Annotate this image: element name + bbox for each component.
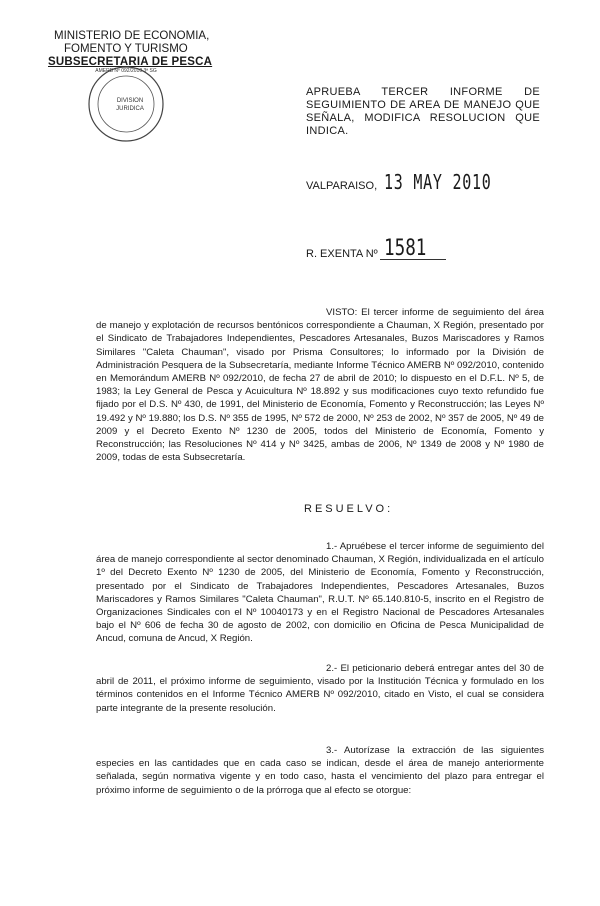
article-2 bbox=[96, 662, 544, 715]
visto-paragraph bbox=[96, 306, 544, 464]
article-1 bbox=[96, 540, 544, 646]
article-1-text: del área de manejo correspondiente al sector denominado Chauman, X Región, individualizada en el artículo 1º del Decreto Exento Nº 1230 de 2005, del Ministerio de Economía, Fomento y Reconstrucción, presentado por el Sindicato de Trabajadores Independientes, Pescadores Artesanales, Buzos Mariscadores y Ramos Similares "Caleta Chauman", R.U.T. Nº 65.140.810-5, inscrito en el Registro de Organizaciones Sindicales con el Nº 10040173 y en el Registro Nacional de Pescadores Artesanales bajo el Nº 606 de fecha 30 de agosto de 2002, con domicilio en Oficina de Pesca Municipalidad de Ancud, comuna de Ancud, X Región. bbox=[96, 541, 544, 645]
article-3-text: especies en las cantidades que en cada caso se indican, desde el área de manejo anteriormente señalada, según normativa vigente y en todo caso, hasta el vencimiento del plazo para entregar el próximo informe de seguimiento o de la prórroga que al efecto se otorgue: bbox=[96, 758, 544, 796]
subject-line: SEGUIMIENTO DE AREA DE MANEJO QUE bbox=[306, 99, 540, 111]
ministry-subtitle: FOMENTO Y TURISMO bbox=[64, 43, 188, 55]
subject-line: INDICA. bbox=[306, 125, 349, 137]
city-label: VALPARAISO, bbox=[306, 180, 378, 192]
number-underline bbox=[380, 259, 446, 260]
article-3-lead: 3.- Autorízase la extracción de las siguientes bbox=[326, 745, 544, 756]
article-3 bbox=[96, 744, 544, 797]
stamp-ref: AMERB Nº 092/2010 3ª SG bbox=[95, 68, 157, 74]
article-1-lead: 1.- Apruébese el tercer informe de seguimiento bbox=[326, 541, 529, 552]
exenta-label: R. EXENTA Nº bbox=[306, 248, 378, 260]
subsecretaria-name: SUBSECRETARIA DE PESCA bbox=[48, 56, 213, 68]
ministry-name: MINISTERIO DE ECONOMIA, bbox=[54, 30, 210, 42]
subject-line: SEÑALA, MODIFICA RESOLUCION QUE bbox=[306, 112, 540, 124]
subject-line: APRUEBA TERCER INFORME DE bbox=[306, 86, 540, 98]
official-stamp bbox=[86, 64, 166, 144]
visto-text: de manejo y explotación de recursos bentónicos correspondiente a Chauman, X Región, presentado por el Sindicato de Trabajadores Independientes, Pescadores Artesanales, Buzos Mariscadores y Ramos Similares "Caleta Chauman", visado por Prisma Consultores; lo informado por la División de Administración Pesquera de la Subsecretaría, mediante Informe Técnico AMERB Nº 092/2010, contenido en Memorándum AMERB Nº 092/2010, de fecha 27 de abril de 2010; lo dispuesto en el D.F.L. Nº 5, de 1983; la Ley General de Pesca y Acuicultura Nº 18.892 y sus modificaciones cuyo texto refundido fue fijado por el D.S. Nº 430, de 1991, del Ministerio de Economía, Fomento y Reconstrucción; las Leyes Nº 19.492 y Nº 19.880; los D.S. Nº 355 de 1995, Nº 572 de 2000, Nº 253 de 2002, Nº 357 de 2005, Nº 49 de 2009 y el Decreto Exento Nº 1230 de 2005, todos del Ministerio de Economía, Fomento y Reconstrucción; las Resoluciones Nº 414 y Nº 3425, ambas de 2006, Nº 1349 de 2008 y Nº 1980 de 2009, todas de esta Subsecretaría. bbox=[96, 320, 544, 464]
resolution-date: 13 MAY 2010 bbox=[384, 170, 492, 194]
resuelvo-heading: RESUELVO: bbox=[304, 503, 394, 515]
stamp-juridica: JURIDICA bbox=[116, 106, 144, 112]
article-2-text: de abril de 2011, el próximo informe de seguimiento, visado por la Institución Técnica y formulado en los términos contenidos en el Informe Técnico AMERB Nº 092/2010, citado en Visto, el cual se considera parte integrante de la presente resolución. bbox=[96, 663, 544, 714]
article-2-lead: 2.- El peticionario deberá entregar antes del 30 bbox=[326, 663, 531, 674]
stamp-division: DIVISION bbox=[116, 98, 144, 104]
resolution-subject bbox=[306, 86, 540, 138]
visto-lead: VISTO: El tercer informe de seguimiento del área bbox=[326, 307, 544, 318]
resolution-number: 1581 bbox=[384, 236, 427, 261]
